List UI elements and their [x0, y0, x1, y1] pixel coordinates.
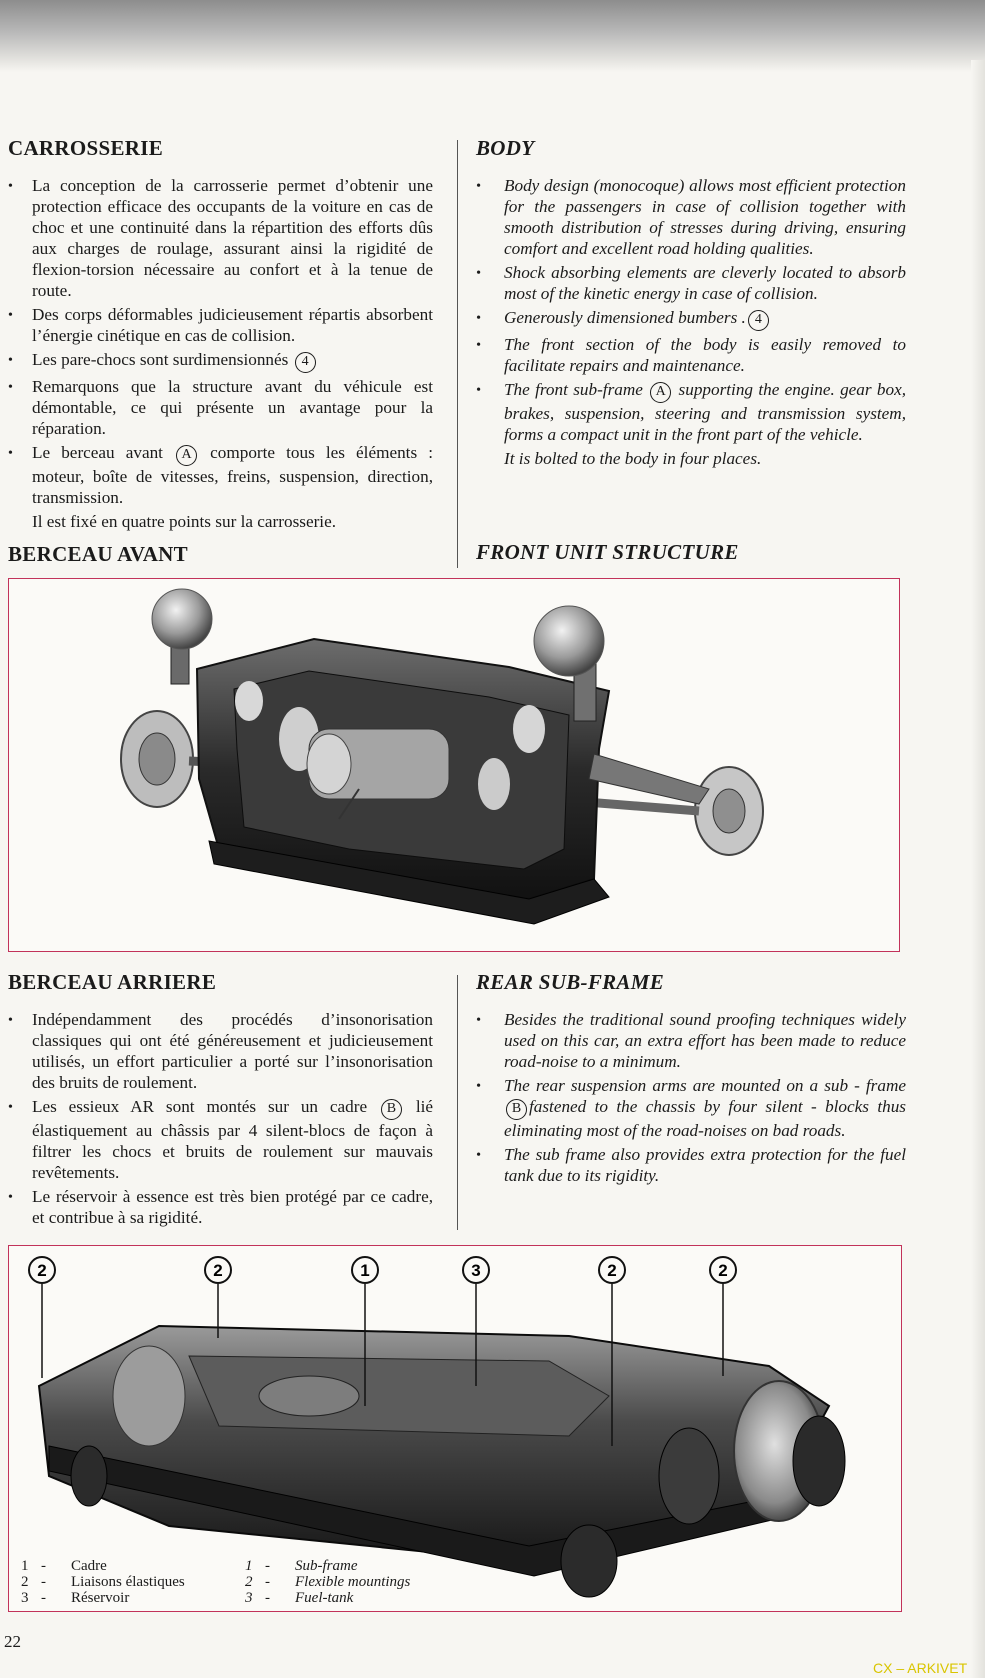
page-number: 22	[4, 1632, 21, 1651]
legend-dash: -	[265, 1574, 270, 1590]
legend-dash: -	[265, 1558, 270, 1574]
rear-subframe-illustration	[8, 1245, 902, 1612]
body-fr-item-text: comporte tous les éléments : moteur, boîte de vitesses, freins, suspension, direction, transmission.	[32, 443, 434, 507]
callout-label: 3	[471, 1261, 481, 1280]
callout-label: 2	[213, 1261, 223, 1280]
body-fr-item-text: Le berceau avant	[32, 443, 163, 462]
front-subframe-illustration	[8, 578, 900, 952]
body-en-item	[476, 307, 906, 331]
body-fr-note: Il est fixé en quatre points sur la carrosserie.	[32, 512, 337, 531]
rear-en-item-text: The rear suspension arms are mounted on a sub - frame	[504, 1076, 906, 1095]
legend-dash: -	[41, 1574, 46, 1590]
body-en-note: It is bolted to the body in four places.	[504, 449, 762, 468]
body-fr-item	[8, 349, 433, 373]
body-en-item: • The front section of the body is easily removed to facilitate repairs and maintenance.	[476, 334, 906, 376]
callout-label: 2	[607, 1261, 617, 1280]
legend-number: 1	[21, 1558, 29, 1574]
rear-fr-item: • Le réservoir à essence est très bien protégé par ce cadre, et contribue à sa rigidité.	[8, 1186, 433, 1228]
rear-en-item	[476, 1075, 906, 1141]
ref-mark-b: B	[506, 1099, 527, 1120]
legend-row	[21, 1590, 185, 1606]
body-en-item-text: supporting the engine. gear box, brakes, suspension, steering and transmission system, forms a compact unit in the front part of the vehicle.	[504, 380, 906, 444]
legend-number: 2	[21, 1574, 29, 1590]
legend-dash: -	[41, 1590, 46, 1606]
legend-number: 3	[21, 1590, 29, 1606]
body-fr-item	[8, 442, 433, 508]
ref-mark-b: B	[381, 1099, 402, 1120]
ref-mark-a: A	[176, 445, 197, 466]
rear-en-item: • Besides the traditional sound proofing techniques widely used on this car, an extra effort has been made to reduce road-noise to a minimum.	[476, 1009, 906, 1072]
callout-label: 2	[37, 1261, 47, 1280]
page-edge-shadow	[971, 60, 985, 1678]
column-divider	[457, 975, 458, 1230]
body-fr-section	[8, 136, 433, 532]
body-en-item: • Shock absorbing elements are cleverly located to absorb most of the kinetic energy in case of collision.	[476, 262, 906, 304]
front-en-section	[476, 540, 906, 565]
callout-marker	[710, 1257, 736, 1283]
legend-row	[245, 1590, 410, 1606]
rear-subframe-drawing	[9, 1246, 901, 1611]
rear-fr-item-text: lié élastiquement au châssis par 4 silent-blocs de façon à filtrer les chocs et bruits de roulement sur mauvais revêtements.	[32, 1097, 434, 1182]
legend-label: Liaisons élastiques	[71, 1574, 185, 1590]
body-fr-item: • Des corps déformables judicieusement répartis absorbent l’énergie cinétique en cas de collision.	[8, 304, 433, 346]
ref-mark-4: 4	[295, 352, 316, 373]
legend-label: Sub-frame	[295, 1558, 358, 1574]
legend-en	[245, 1558, 410, 1606]
rear-fr-item	[8, 1096, 433, 1183]
legend-row	[245, 1558, 410, 1574]
callout-label: 1	[360, 1261, 370, 1280]
rear-fr-section	[8, 970, 433, 1231]
body-en-title: BODY	[476, 136, 535, 160]
legend-fr	[21, 1558, 185, 1606]
legend-label: Fuel-tank	[295, 1590, 354, 1606]
legend-dash: -	[41, 1558, 46, 1574]
callout-marker	[29, 1257, 55, 1283]
body-en-section	[476, 136, 906, 469]
callout-marker	[205, 1257, 231, 1283]
page-top-shadow	[0, 0, 985, 72]
legend-row	[245, 1574, 410, 1590]
rear-en-item-text: fastened to the chassis by four silent - blocks thus eliminating most of the road-noises on bad roads.	[504, 1097, 906, 1140]
body-fr-item-text: Les pare-chocs sont surdimensionnés	[32, 350, 289, 369]
legend-row	[21, 1574, 185, 1590]
rear-fr-item-text: Les essieux AR sont montés sur un cadre	[32, 1097, 368, 1116]
callout-marker	[463, 1257, 489, 1283]
ref-mark-a: A	[650, 382, 671, 403]
body-fr-title: CARROSSERIE	[8, 136, 164, 160]
front-en-title: FRONT UNIT STRUCTURE	[476, 540, 739, 564]
legend-label: Réservoir	[71, 1590, 130, 1606]
watermark: CX – ARKIVET	[873, 1660, 968, 1676]
legend-dash: -	[265, 1590, 270, 1606]
legend-label: Flexible mountings	[295, 1574, 411, 1590]
callout-marker	[599, 1257, 625, 1283]
body-en-item: • Body design (monocoque) allows most efficient protection for the passengers in case of collision together with smooth distribution of stresses during driving, ensuring comfort and excellent road holding qualities.	[476, 175, 906, 259]
body-fr-item: • Remarquons que la structure avant du véhicule est démontable, ce qui présente un avantage pour la réparation.	[8, 376, 433, 439]
body-en-item	[476, 379, 906, 445]
front-subframe-drawing	[9, 579, 899, 951]
legend-label: Cadre	[71, 1558, 107, 1574]
legend-row	[21, 1558, 185, 1574]
ref-mark-4: 4	[748, 310, 769, 331]
front-fr-section	[8, 542, 433, 567]
front-fr-title: BERCEAU AVANT	[8, 542, 188, 566]
legend-number: 1	[245, 1558, 253, 1574]
rear-fr-title: BERCEAU ARRIERE	[8, 970, 217, 994]
rear-en-item: • The sub frame also provides extra protection for the fuel tank due to its rigidity.	[476, 1144, 906, 1186]
body-fr-item: • La conception de la carrosserie permet d’obtenir une protection efficace des occupants de la voiture en cas de choc et une continuité dans la répartition des efforts dûs aux charges de roulage, assurant ainsi la rigidité de flexion-torsion nécessaire au confort et à la tenue de route.	[8, 175, 433, 301]
column-divider	[457, 140, 458, 568]
body-en-item-text: Generously dimensioned bumbers .	[504, 308, 746, 327]
legend-number: 2	[245, 1574, 253, 1590]
rear-fr-item: • Indépendamment des procédés d’insonorisation classiques qui ont été généreusement et judicieusement utilisés, un effort particulier a porté sur l’insonorisation des bruits de roulement.	[8, 1009, 433, 1093]
rear-en-section	[476, 970, 906, 1189]
rear-en-title: REAR SUB-FRAME	[476, 970, 665, 994]
callout-marker	[352, 1257, 378, 1283]
body-en-item-text: The front sub-frame	[504, 380, 643, 399]
callout-label: 2	[718, 1261, 728, 1280]
legend-number: 3	[245, 1590, 253, 1606]
